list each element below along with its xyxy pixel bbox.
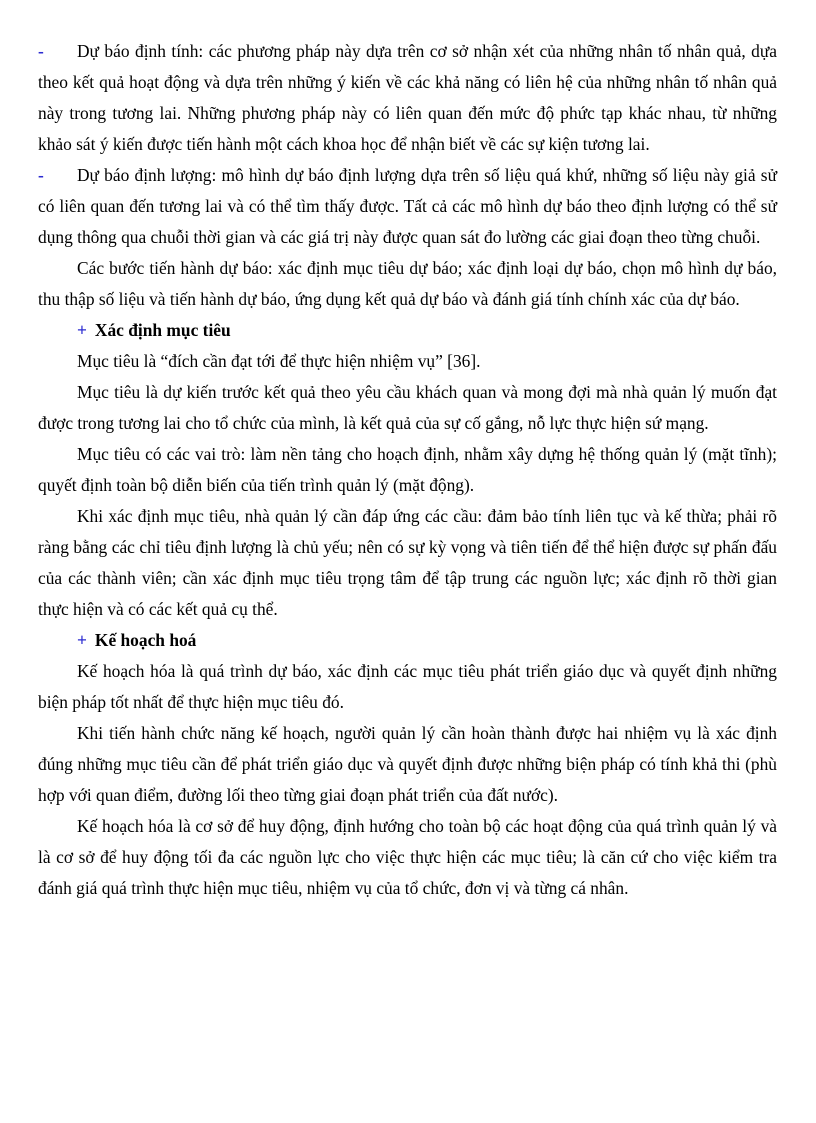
plus-bullet-icon: + <box>77 320 87 340</box>
dash-bullet-icon: - <box>38 165 44 185</box>
paragraph: Mục tiêu là dự kiến trước kết quả theo yêu cầu khách quan và mong đợi mà nhà quản lý muốn đạt được trong tương lai cho tổ chức của mình, là kết quả của sự cố gắng, nỗ lực thực hiện sứ mạng. <box>38 382 777 433</box>
plus-bullet-icon: + <box>77 630 87 650</box>
bullet-qualitative-forecast <box>38 36 777 160</box>
bullet-quantitative-forecast <box>38 160 777 253</box>
section-heading-planning <box>38 625 777 656</box>
paragraph: Khi tiến hành chức năng kế hoạch, người quản lý cần hoàn thành được hai nhiệm vụ là xác định đúng những mục tiêu cần để phát triển giáo dục và quyết định được những biện pháp có tính khả thi (phù hợp với quan điểm, đường lối theo từng giai đoạn phát triển của đất nước). <box>38 723 777 805</box>
paragraph: Kế hoạch hóa là quá trình dự báo, xác định các mục tiêu phát triển giáo dục và quyết định những biện pháp tốt nhất để thực hiện mục tiêu đó. <box>38 661 777 712</box>
section-heading-objectives <box>38 315 777 346</box>
paragraph: Mục tiêu là “đích cần đạt tới để thực hiện nhiệm vụ” [36]. <box>77 351 481 371</box>
paragraph: Mục tiêu có các vai trò: làm nền tảng cho hoạch định, nhằm xây dựng hệ thống quản lý (mặt tĩnh); quyết định toàn bộ diễn biến của tiến trình quản lý (mặt động). <box>38 444 777 495</box>
section-heading-text: Kế hoạch hoá <box>94 630 197 650</box>
page-body <box>38 36 777 904</box>
section-heading-text: Xác định mục tiêu <box>94 320 231 340</box>
dash-bullet-icon: - <box>38 41 44 61</box>
paragraph: Kế hoạch hóa là cơ sở để huy động, định hướng cho toàn bộ các hoạt động của quá trình quản lý và là cơ sở để huy động tối đa các nguồn lực cho việc thực hiện các mục tiêu; là căn cứ cho việc kiểm tra đánh giá quá trình thực hiện mục tiêu, nhiệm vụ của tổ chức, đơn vị và từng cá nhân. <box>38 816 777 898</box>
bullet-text: Dự báo định tính: các phương pháp này dựa trên cơ sở nhận xét của những nhân tố nhân quả, dựa theo kết quả hoạt động và dựa trên những ý kiến về các khả năng có liên hệ của những nhân tố nhân quả này trong tương lai. Những phương pháp này có liên quan đến mức độ phức tạp khác nhau, từ những khảo sát ý kiến được tiến hành một cách khoa học để nhận biết về các sự kiện tương lai. <box>38 41 777 154</box>
paragraph: Khi xác định mục tiêu, nhà quản lý cần đáp ứng các cầu: đảm bảo tính liên tục và kế thừa; phải rõ ràng bằng các chỉ tiêu định lượng là chủ yếu; nên có sự kỳ vọng và tiên tiến để thể hiện được sự phấn đấu của các thành viên; cần xác định mục tiêu trọng tâm để tập trung các nguồn lực; xác định rõ thời gian thực hiện và có các kết quả cụ thể. <box>38 506 777 619</box>
forecast-steps-paragraph: Các bước tiến hành dự báo: xác định mục tiêu dự báo; xác định loại dự báo, chọn mô hình dự báo, thu thập số liệu và tiến hành dự báo, ứng dụng kết quả dự báo và đánh giá tính chính xác của dự báo. <box>38 258 777 309</box>
bullet-text: Dự báo định lượng: mô hình dự báo định lượng dựa trên số liệu quá khứ, những số liệu này giả sử có liên quan đến tương lai và có thể tìm thấy được. Tất cả các mô hình dự báo theo định lượng có thể sử dụng thông qua chuỗi thời gian và các giá trị này được quan sát đo lường các giai đoạn theo từng chuỗi. <box>38 165 777 247</box>
